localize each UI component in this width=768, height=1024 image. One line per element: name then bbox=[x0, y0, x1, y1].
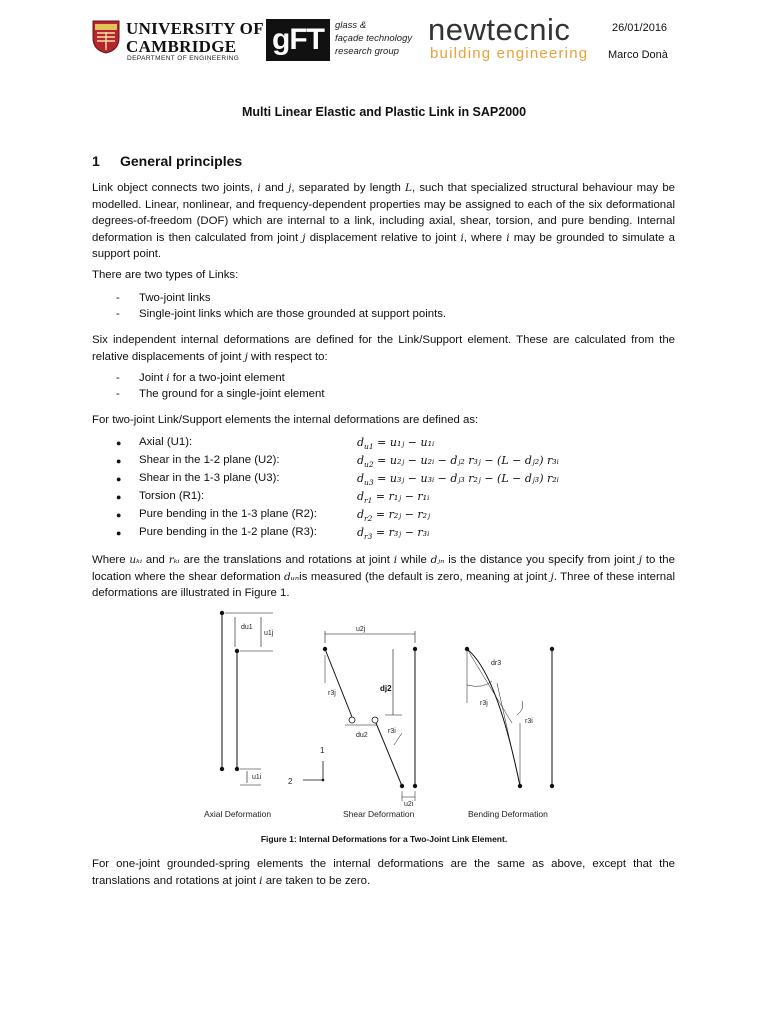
department-name: DEPARTMENT OF ENGINEERING bbox=[127, 55, 240, 62]
bullet: ● bbox=[116, 438, 122, 448]
deformation-equation: $d_{u3}$ = u₃ⱼ − u₃ᵢ − dⱼ₃ r₂ⱼ − (L − dⱼ₃) r₂ᵢ bbox=[357, 472, 559, 488]
university-name-line1: UNIVERSITY OF bbox=[126, 19, 264, 38]
deformation-equation: $d_{r3}$ = r₃ⱼ − r₃ᵢ bbox=[357, 526, 430, 542]
list-item: The ground for a single-joint element bbox=[139, 388, 325, 400]
deformation-equation: $d_{u1}$ = u₁ⱼ − u₁ᵢ bbox=[357, 436, 435, 452]
label-axis1: 1 bbox=[320, 746, 325, 755]
deformation-label: Pure bending in the 1-2 plane (R3): bbox=[139, 526, 317, 538]
newtecnic-tagline: building engineering bbox=[430, 45, 589, 62]
gft-group-name bbox=[335, 19, 412, 58]
gft-logo: gFT bbox=[266, 19, 330, 61]
newtecnic-logo: newtecnic bbox=[428, 12, 571, 47]
deformation-equation: $d_{r2}$ = r₂ⱼ − r₂ⱼ bbox=[357, 508, 430, 524]
gft-line1: glass & bbox=[335, 20, 367, 31]
paragraph-two-joint: For two-joint Link/Support elements the internal deformations are defined as: bbox=[92, 414, 479, 426]
document-author: Marco Donà bbox=[608, 49, 668, 61]
paragraph-one-joint: For one-joint grounded-spring elements the internal deformations are the same as above, except that the translations and rotations at joint i are taken to be zero. bbox=[92, 858, 675, 887]
label-r3i-shear: r3i bbox=[388, 728, 396, 735]
label-du1: du1 bbox=[241, 624, 253, 631]
label-dr3: dr3 bbox=[491, 660, 502, 667]
section-title: General principles bbox=[120, 153, 243, 169]
axial-deformation-diagram bbox=[220, 611, 274, 785]
axis-marker bbox=[288, 746, 325, 786]
list-item: Two-joint links bbox=[139, 292, 211, 304]
gft-line2: façade technology bbox=[335, 33, 413, 44]
label-u2i: u2i bbox=[404, 801, 414, 808]
bullet: ● bbox=[116, 456, 122, 466]
bullet: ● bbox=[116, 510, 122, 520]
label-dj2: dj2 bbox=[380, 684, 392, 693]
deformation-label: Axial (U1): bbox=[139, 436, 193, 448]
section-number: 1 bbox=[92, 153, 100, 169]
title-shear: Shear Deformation bbox=[343, 809, 415, 819]
deformation-equation: $d_{u2}$ = u₂ⱼ − u₂ᵢ − dⱼ₂ r₃ⱼ − (L − dⱼ₂) r₃ᵢ bbox=[357, 454, 559, 470]
label-r3j-shear: r3j bbox=[328, 690, 336, 697]
figure-caption: Figure 1: Internal Deformations for a Two-Joint Link Element. bbox=[260, 834, 508, 844]
deformation-label: Shear in the 1-2 plane (U2): bbox=[139, 454, 280, 466]
label-u1j: u1j bbox=[264, 630, 274, 637]
label-r3i-bend: r3i bbox=[525, 718, 533, 725]
section-heading bbox=[92, 153, 242, 169]
paragraph-definitions: Where uₖᵢ and rₖᵢ are the translations and rotations at joint i while dⱼₙ is the distance you specify from joint j to the location where the shear deformation dᵤₙis measured (the default is zero, meaning at joint j. Three of these internal deformations are illustrated in Figure 1. bbox=[92, 554, 675, 599]
deformation-figure bbox=[195, 603, 575, 823]
deformation-equation: $d_{r1}$ = r₁ⱼ − r₁ᵢ bbox=[357, 490, 430, 506]
university-name-line2: CAMBRIDGE bbox=[126, 37, 237, 56]
list-dash: - bbox=[116, 308, 120, 320]
document-date: 26/01/2016 bbox=[612, 22, 668, 34]
paragraph-six-deformations: Six independent internal deformations are defined for the Link/Support element. These are calculated from the relative displacements of joint j with respect to: bbox=[92, 334, 675, 363]
bullet: ● bbox=[116, 492, 122, 502]
label-r3j-bend: r3j bbox=[480, 700, 488, 707]
document-title: Multi Linear Elastic and Plastic Link in SAP2000 bbox=[241, 105, 527, 119]
bending-deformation-diagram bbox=[465, 647, 554, 788]
cambridge-crest-icon bbox=[92, 20, 120, 54]
bullet: ● bbox=[116, 474, 122, 484]
paragraph-link-types: There are two types of Links: bbox=[92, 269, 239, 281]
paragraph-intro: Link object connects two joints, i and j, separated by length L, such that specialized structural behaviour may be modelled. Linear, nonlinear, and frequency-dependent properties may be assigned to each of the six deformational degrees-of-freedom (DOF) which are internal to a link, including axial, shear, torsion, and pure bending. Internal deformation is then calculated from joint j displacement relative to joint i, where i may be grounded to simulate a support point. bbox=[92, 182, 675, 260]
deformation-label: Torsion (R1): bbox=[139, 490, 205, 502]
bullet: ● bbox=[116, 528, 122, 538]
title-axial: Axial Deformation bbox=[204, 809, 272, 819]
list-dash: - bbox=[116, 372, 120, 384]
label-u1i: u1i bbox=[252, 774, 262, 781]
gft-line3: research group bbox=[335, 46, 399, 57]
label-du2: du2 bbox=[356, 732, 368, 739]
list-item: Single-joint links which are those grounded at support points. bbox=[139, 308, 447, 320]
deformation-label: Pure bending in the 1-3 plane (R2): bbox=[139, 508, 317, 520]
list-item: Joint i for a two-joint element bbox=[139, 372, 285, 384]
deformation-label: Shear in the 1-3 plane (U3): bbox=[139, 472, 280, 484]
title-bending: Bending Deformation bbox=[468, 809, 548, 819]
shear-deformation-diagram bbox=[323, 626, 417, 808]
list-dash: - bbox=[116, 292, 120, 304]
label-axis2: 2 bbox=[288, 777, 293, 786]
list-dash: - bbox=[116, 388, 120, 400]
label-u2j: u2j bbox=[356, 626, 366, 633]
